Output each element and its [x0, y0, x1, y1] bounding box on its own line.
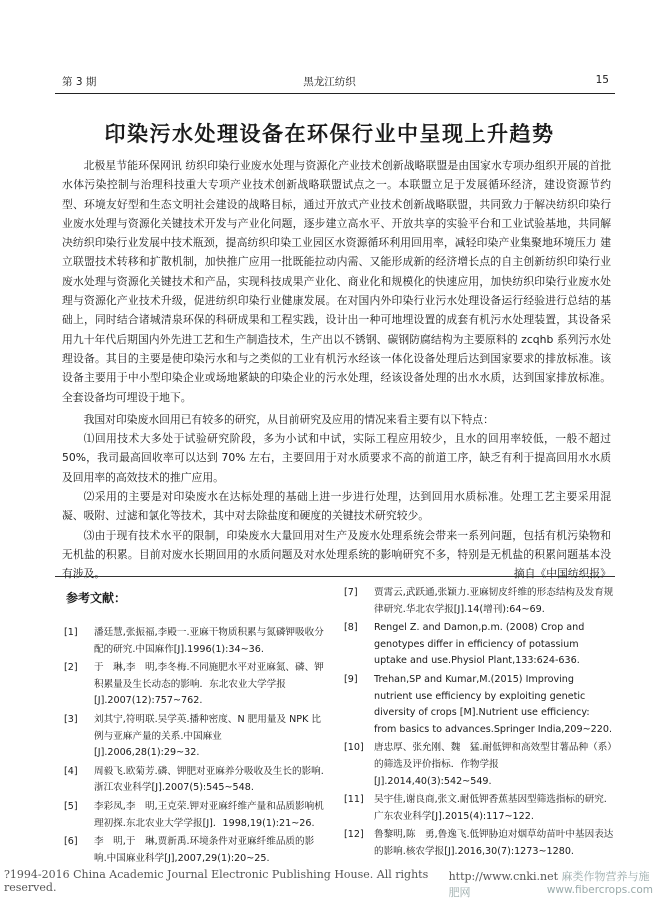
watermark-url: www.fibercrops.com — [546, 884, 653, 896]
reference-item: [8] Rengel Z. and Damon,p.m. (2008) Crop and genotypes differ in efficiency of potassium uptake and use.Physiol Plant,133:624-636. — [344, 622, 585, 667]
reference-item: [1] 潘廷慧,张振福,李殿一.亚麻干物质积累与氮磷钾吸收分配的研究.中国麻作[J].1996(1):34~36. — [64, 627, 324, 655]
issue-number: 第 3 期 — [62, 76, 97, 88]
paragraph-2: 我国对印染废水回用已有较多的研究，从目前研究及应用的情况来看主要有以下特点： — [83, 412, 494, 426]
footer-site: http://www.cnki.net 麻类作物营养与施肥网 — [448, 870, 650, 899]
paragraph-5-text: ⑶由于现有技术水平的限制，印染废水大量回用对生产及废水处理系统会带来一系列问题，包括有机污染物和无机盐的积累。目前对废水长期回用的水质问题及对水处理系统的影响研究不多，特别是无机盐的积累问题基本没有涉及。 — [62, 528, 611, 581]
references-heading: 参考文献： — [66, 591, 127, 605]
reference-item: [12] 鲁黎明,陈 勇,鲁逸飞.低钾胁迫对烟草幼苗叶中基因表达的影响.核农学报[J].2016,30(7):1273~1280. — [344, 829, 614, 857]
reference-item: [11] 吴宇佳,谢良商,张文.耐低钾香蕉基因型筛选指标的研究.广东农业科学[J].2015(4):117~122. — [344, 794, 607, 822]
paragraph-4: ⑵采用的主要是对印染废水在达标处理的基础上进一步进行处理，达到回用水质标准。处理工艺主要采用混凝、吸附、过滤和氯化等技术，其中对去除盐度和硬度的关键技术研究较少。 — [62, 490, 611, 523]
paragraph-5 — [62, 526, 611, 584]
reference-item: [6] 李 明,于 琳,贾新禹.环境条件对亚麻纤维品质的影响.中国麻业科学[J],2007,29(1):20~25. — [64, 836, 315, 864]
page-number: 15 — [595, 74, 609, 86]
journal-name: 黑龙江纺织 — [303, 76, 356, 88]
reference-item: [7] 贾霄云,武跃通,张颖力.亚麻韧皮纤维的形态结构及发育规律研究.华北农学报[J].14(增刊):64~69. — [344, 587, 614, 615]
article-body — [62, 156, 611, 584]
references-right-column — [344, 585, 614, 863]
header-rule — [55, 93, 615, 94]
copyright-notice: ?1994-2016 China Academic Journal Electronic Publishing House. All rights reserved. — [4, 868, 429, 894]
reference-item: [9] Trehan,SP and Kumar,M.(2015) Improving nutrient use efficiency by exploiting genetic diversity of crops [M].Nutrient use efficiency: from basics to advances.Springer India,209~220. — [344, 673, 613, 735]
references-rule — [55, 576, 615, 577]
paragraph-3: ⑴回用技术大多处于试验研究阶段，多为小试和中试，实际工程应用较少，且水的回用率较低，一般不超过 50%，我司最高回收率可以达到 70% 左右，主要回用于对水质要求不高的前道工序，缺乏有利于提高回用水水质及回用率的高效技术的推广应用。 — [62, 432, 611, 484]
paragraph-1: 北极星节能环保网讯 纺织印染行业废水处理与资源化产业技术创新战略联盟是由国家水专项办组织开展的首批水体污染控制与治理科技重大专项产业技术创新战略联盟试点之一。本联盟立足于发展循环经济，建设资源节约型、环境友好型和生态文明社会建设的战略目标，通过开放式产业技术创新战略联盟，共同致力于解决纺织印染行业废水处理与资源化关键技术开发与产业化问题，逐步建立高水平、开放共享的实验平台和工业试验基地，共同解决纺织印染行业发展中技术瓶颈，提高纺织印染工业园区水资源循环利用回用率，减轻印染产业集聚地环境压力 建立联盟技术转移和扩散机制，加快推广应用一批既能拉动内需、又能形成新的经济增长点的自主创新纺织印染行业废水处理与资源化关键技术和产品，实现科技成果产业化、商业化和规模化的快速应用，加快纺织印染行业废水处理与资源化产业技术升级，促进纺织印染行业健康发展。在对国内外印染行业污水处理设备运行经验进行总结的基础上，同时结合诸城清泉环保的科研成果和工程实践，设计出一种可地埋设置的成套有机污水处理装置，其设备采用九十年代后期国内外先进工艺和生产制造技术，生产出以不锈钢、碳钢防腐结构为主要原料的 zcqhb 系列污水处理设备。其目的主要是使印染污水和与之类似的工业有机污水经该一体化设备处理后达到国家要求的排放标准。该设备主要用于中小型印染企业或场地紧缺的印染企业的污水处理，经该设备处理的出水水质，达到国家排放标准。全套设备均可埋设于地下。 — [62, 159, 611, 404]
watermark-cn: 麻类作物营养与施肥网 — [448, 870, 650, 899]
reference-item: [5] 李彩凤,李 明,王克荣.钾对亚麻纤维产量和品质影响机理初探.东北农业大学学报[J]．1998,19(1):21~26. — [64, 800, 324, 829]
article-signature: 摘自《中国纺织报》 — [513, 567, 611, 581]
reference-item: [2] 于 琳,李 明,李冬梅.不同施肥水平对亚麻氮、磷、钾积累量及生长动态的影响．东北农业大学学报[J].2007(12):757~762. — [64, 662, 324, 707]
reference-item: [3] 刘其宁,符明联.吴学英.播种密度、N 肥用量及 NPK 比例与亚麻产量的关系.中国麻业[J].2006,28(1):29~32. — [64, 713, 322, 759]
reference-item: [4] 周毅飞.欧菊芳.磷、钾肥对亚麻养分吸收及生长的影响.浙江农业科学[J].2007(5):545~548. — [64, 765, 324, 794]
references-left-column — [64, 625, 326, 869]
reference-item: [10] 唐忠厚、张允刚、魏 猛.耐低钾和高效型甘薯品种（系）的筛选及评价指标．作物学报 [J].2014,40(3):542~549. — [344, 742, 613, 787]
article-title: 印染污水处理设备在环保行业中呈现上升趋势 — [104, 122, 555, 146]
